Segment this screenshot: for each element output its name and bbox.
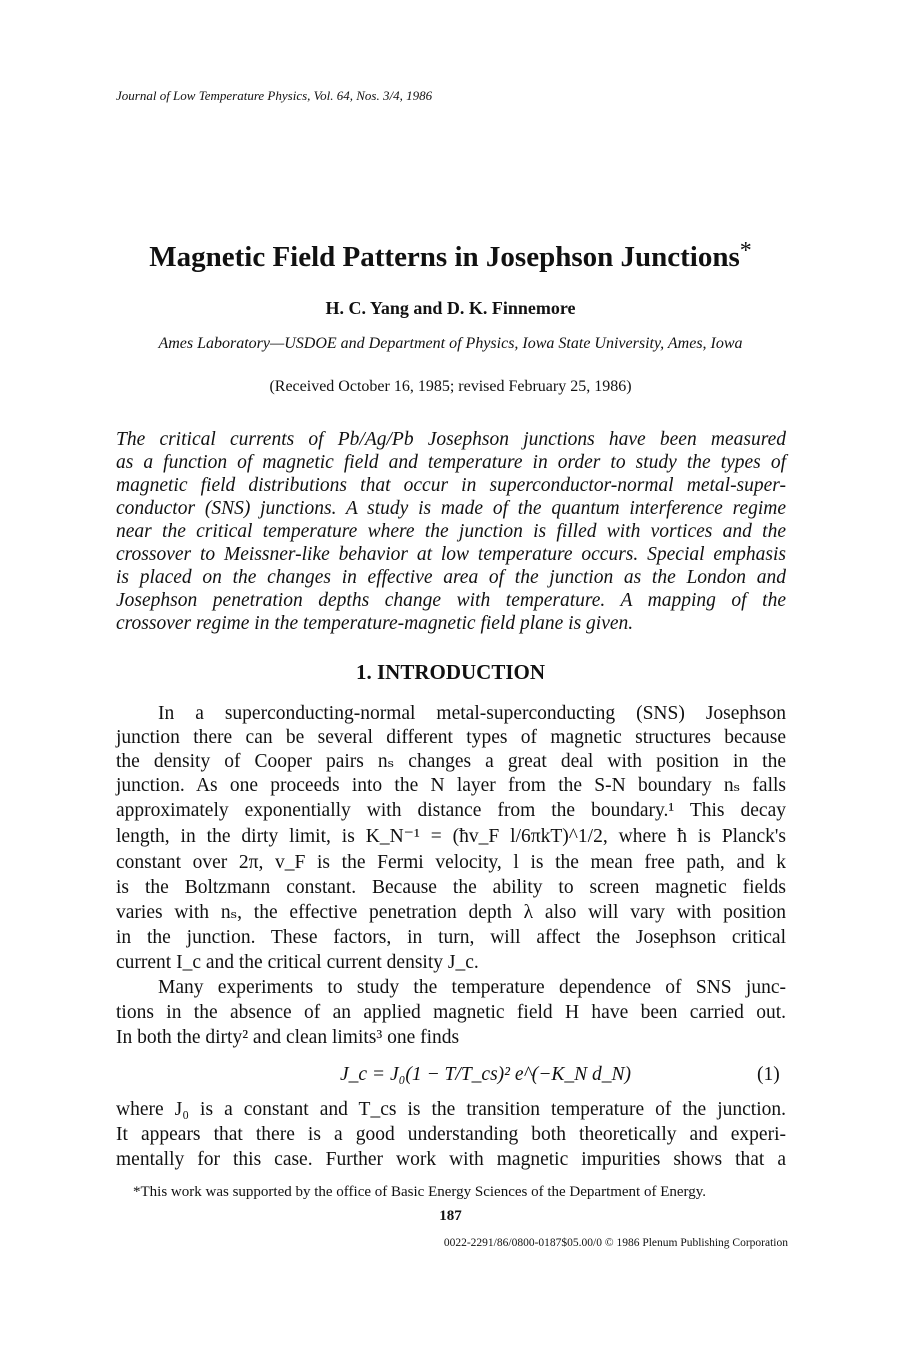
body-line: In a superconducting-normal metal-superconducting (SNS) Josephson: [158, 703, 786, 724]
equation: J_c = J₀(1 − T/T_cs)² e^(−K_N d_N): [340, 1064, 632, 1085]
abstract-line: crossover to Meissner-like behavior at low temperature occurs. Special emphasis: [116, 544, 786, 565]
journal-citation: Journal of Low Temperature Physics, Vol. 64, Nos. 3/4, 1986: [116, 88, 433, 103]
abstract-line: conductor (SNS) junctions. A study is made of the quantum interference regime: [116, 498, 786, 519]
affiliation: Ames Laboratory—USDOE and Department of Physics, Iowa State University, Ames, Iowa: [158, 335, 743, 352]
body-line: where J₀ is a constant and T_cs is the transition temperature of the junction.: [116, 1099, 786, 1120]
body-line: constant over 2π, v_F is the Fermi velocity, l is the mean free path, and k: [116, 852, 786, 873]
abstract-line: magnetic field distributions that occur in superconductor-normal metal-super-: [116, 475, 786, 496]
abstract-line: Josephson penetration depths change with temperature. A mapping of the: [116, 590, 786, 611]
paper-title: [0, 238, 901, 274]
title-footnote-mark: *: [739, 238, 752, 264]
body-line: tions in the absence of an applied magnetic field H have been carried out.: [116, 1002, 786, 1023]
abstract-line: crossover regime in the temperature-magnetic field plane is given.: [116, 613, 634, 634]
page-number: 187: [439, 1208, 462, 1224]
body-line: the density of Cooper pairs nₛ changes a great deal with position in the: [116, 751, 786, 772]
body-line: length, in the dirty limit, is K_N⁻¹ = (ħv_F l/6πkT)^1/2, where ħ is Planck's: [116, 826, 786, 847]
footnote: *This work was supported by the office of Basic Energy Sciences of the Department of Energy.: [133, 1184, 707, 1200]
equation-number: (1): [757, 1064, 780, 1085]
body-line: in the junction. These factors, in turn, will affect the Josephson critical: [116, 927, 786, 948]
body-line: In both the dirty² and clean limits³ one finds: [116, 1027, 460, 1048]
paper-title-text: Magnetic Field Patterns in Josephson Junctions: [149, 241, 740, 273]
body-line: junction. As one proceeds into the N layer from the S-N boundary nₛ falls: [116, 775, 786, 796]
received-dates: (Received October 16, 1985; revised February 25, 1986): [269, 378, 632, 395]
abstract-line: The critical currents of Pb/Ag/Pb Josephson junctions have been measured: [116, 429, 786, 450]
body-line: Many experiments to study the temperature dependence of SNS junc-: [158, 977, 786, 998]
body-line: varies with nₛ, the effective penetration depth λ also will vary with position: [116, 902, 786, 923]
abstract-line: is placed on the changes in effective area of the junction as the London and: [116, 567, 786, 588]
body-line: approximately exponentially with distance from the boundary.¹ This decay: [116, 800, 786, 821]
authors: H. C. Yang and D. K. Finnemore: [325, 298, 576, 318]
body-line: current I_c and the critical current density J_c.: [116, 952, 479, 973]
body-line: is the Boltzmann constant. Because the ability to screen magnetic fields: [116, 877, 786, 898]
body-line: It appears that there is a good understanding both theoretically and experi-: [116, 1124, 786, 1145]
body-line: junction there can be several different types of magnetic structures because: [116, 727, 786, 748]
copyright-line: 0022-2291/86/0800-0187$05.00/0 © 1986 Plenum Publishing Corporation: [443, 1237, 788, 1249]
abstract-line: near the critical temperature where the junction is filled with vortices and the: [116, 521, 786, 542]
section-heading: 1. INTRODUCTION: [355, 660, 546, 684]
abstract-line: as a function of magnetic field and temperature in order to study the types of: [116, 452, 786, 473]
body-line: mentally for this case. Further work with magnetic impurities shows that a: [116, 1149, 786, 1170]
